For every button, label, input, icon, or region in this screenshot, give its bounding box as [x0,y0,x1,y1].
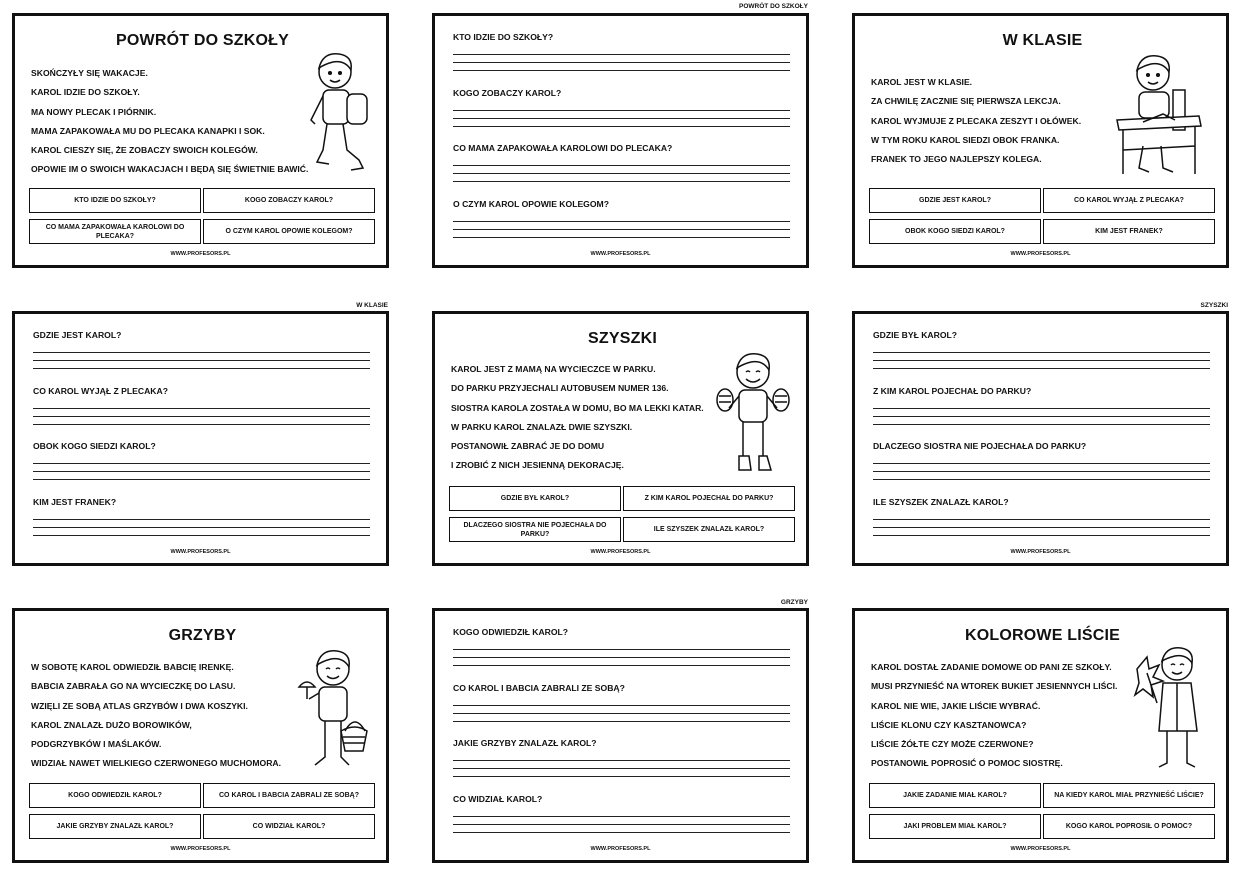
story-text: KAROL DOSTAŁ ZADANIE DOMOWE OD PANI ZE SZKOŁY. MUSI PRZYNIEŚĆ NA WTOREK BUKIET JESIENNYCH LIŚCI. KAROL NIE WIE, JAKIE LIŚCIE WYBRAĆ. LIŚCIE KLONU CZY KASZTANOWCA? LIŚCIE ŻÓŁTE CZY MOŻE CZERWONE? POSTANOWIŁ POPROSIĆ O POMOC SIOSTRĘ. [871,662,1118,769]
story-text: KAROL JEST W KLASIE. ZA CHWILĘ ZACZNIE SIĘ PIERWSZA LEKCJA. KAROL WYJMUJE Z PLECAKA ZESZYT I OŁÓWEK. W TYM ROKU KAROL SIEDZI OBOK FRANKA. FRANEK TO JEGO NAJLEPSZY KOLEGA. [871,77,1082,165]
footer-url: WWW.PROFESORS.PL [590,549,651,555]
story-text: KAROL JEST Z MAMĄ NA WYCIECZCE W PARKU. DO PARKU PRZYJECHALI AUTOBUSEM NUMER 136. SIOSTRA KAROLA ZOSTAŁA W DOMU, BO MA LEKKI KATAR. W PARKU KAROL ZNALAZŁ DWIE SZYSZKI. POSTANOWIŁ ZABRAĆ JE DO DOMU I ZROBIĆ Z NICH JESIENNĄ DEKORACJĘ. [451,364,704,471]
question-button[interactable]: O CZYM KAROL OPOWIE KOLEGOM? [203,219,375,244]
answer-row: JAKIE GRZYBY ZNALAZŁ KAROL? [453,736,790,792]
question-sheet [453,30,790,252]
question-button[interactable]: OBOK KOGO SIEDZI KAROL? [869,219,1041,244]
boy-with-leaves-illustration [1133,643,1211,775]
answer-row: DLACZEGO SIOSTRA NIE POJECHAŁA DO PARKU? [873,439,1210,495]
story-text: SKOŃCZYŁY SIĘ WAKACJE. KAROL IDZIE DO SZKOŁY. MA NOWY PLECAK I PIÓRNIK. MAMA ZAPAKOWAŁA MU DO PLECAKA KANAPKI I SOK. KAROL CIESZY SIĘ, ŻE ZOBACZY SWOICH KOLEGÓW. OPOWIE IM O SWOICH WAKACJACH I BĘDĄ SIĘ ŚWIETNIE BAWIĆ. [31,68,309,175]
answer-row: CO WIDZIAŁ KAROL? [453,792,790,848]
card-title: POWRÓT DO SZKOŁY [116,32,289,49]
question-card [12,311,389,566]
answer-row: KTO IDZIE DO SZKOŁY? [453,30,790,86]
card-title: KOLOROWE LIŚCIE [965,627,1120,644]
story-card [432,311,809,566]
question-grid [29,783,375,839]
answer-row: ILE SZYSZEK ZNALAZŁ KAROL? [873,495,1210,551]
question-button[interactable]: CO WIDZIAŁ KAROL? [203,814,375,839]
boy-at-desk-illustration [1113,50,1205,180]
answer-row: GDZIE JEST KAROL? [33,328,370,384]
story-text: W SOBOTĘ KAROL ODWIEDZIŁ BABCIĘ IRENKĘ. BABCIA ZABRAŁA GO NA WYCIECZKĘ DO LASU. WZIĘLI ZE SOBĄ ATLAS GRZYBÓW I DWA KOSZYKI. KAROL ZNALAZŁ DUŻO BOROWIKÓW, PODGRZYBKÓW I MAŚLAKÓW. WIDZIAŁ NAWET WIELKIEGO CZERWONEGO MUCHOMORA. [31,662,281,769]
story-card [12,13,389,268]
footer-url: WWW.PROFESORS.PL [1010,549,1071,555]
answer-row: Z KIM KAROL POJECHAŁ DO PARKU? [873,384,1210,440]
question-sheet [873,328,1210,550]
question-sheet [33,328,370,550]
question-button[interactable]: GDZIE JEST KAROL? [869,188,1041,213]
footer-url: WWW.PROFESORS.PL [590,251,651,257]
boy-with-pinecones-illustration [715,350,791,476]
question-button[interactable]: ILE SZYSZEK ZNALAZŁ KAROL? [623,517,795,542]
story-card [852,13,1229,268]
question-grid [869,188,1215,244]
question-grid [449,486,795,542]
answer-row: CO MAMA ZAPAKOWAŁA KAROLOWI DO PLECAKA? [453,141,790,197]
question-card [432,608,809,863]
answer-row: O CZYM KAROL OPOWIE KOLEGOM? [453,197,790,253]
footer-url: WWW.PROFESORS.PL [1010,251,1071,257]
card-title: SZYSZKI [588,330,657,347]
card-title: GRZYBY [168,627,237,644]
footer-url: WWW.PROFESORS.PL [1010,846,1071,852]
answer-row: CO KAROL I BABCIA ZABRALI ZE SOBĄ? [453,681,790,737]
footer-url: WWW.PROFESORS.PL [170,846,231,852]
question-button[interactable]: CO KAROL I BABCIA ZABRALI ZE SOBĄ? [203,783,375,808]
question-button[interactable]: JAKI PROBLEM MIAŁ KAROL? [869,814,1041,839]
footer-url: WWW.PROFESORS.PL [590,846,651,852]
answer-row: KOGO ODWIEDZIŁ KAROL? [453,625,790,681]
story-card [12,608,389,863]
answer-row: CO KAROL WYJĄŁ Z PLECAKA? [33,384,370,440]
question-sheet [453,625,790,847]
story-card [852,608,1229,863]
answer-row: KIM JEST FRANEK? [33,495,370,551]
question-button[interactable]: KOGO ODWIEDZIŁ KAROL? [29,783,201,808]
question-button[interactable]: KOGO KAROL POPROSIŁ O POMOC? [1043,814,1215,839]
question-grid [29,188,375,244]
question-card [432,13,809,268]
page-tag: POWRÓT DO SZKOŁY [739,3,808,10]
page-tag: GRZYBY [780,599,808,606]
footer-url: WWW.PROFESORS.PL [170,549,231,555]
question-button[interactable]: KOGO ZOBACZY KAROL? [203,188,375,213]
question-card [852,311,1229,566]
question-button[interactable]: JAKIE GRZYBY ZNALAZŁ KAROL? [29,814,201,839]
question-button[interactable]: GDZIE BYŁ KAROL? [449,486,621,511]
question-button[interactable]: CO KAROL WYJĄŁ Z PLECAKA? [1043,188,1215,213]
card-title: W KLASIE [1002,32,1083,49]
page-tag: W KLASIE [356,302,388,309]
boy-with-mushroom-illustration [295,647,373,775]
question-button[interactable]: Z KIM KAROL POJECHAŁ DO PARKU? [623,486,795,511]
question-button[interactable]: CO MAMA ZAPAKOWAŁA KAROLOWI DO PLECAKA? [29,219,201,244]
question-button[interactable]: KTO IDZIE DO SZKOŁY? [29,188,201,213]
question-button[interactable]: NA KIEDY KAROL MIAŁ PRZYNIEŚĆ LIŚCIE? [1043,783,1215,808]
question-grid [869,783,1215,839]
question-button[interactable]: JAKIE ZADANIE MIAŁ KAROL? [869,783,1041,808]
question-button[interactable]: KIM JEST FRANEK? [1043,219,1215,244]
boy-walking-illustration [303,46,375,178]
answer-row: KOGO ZOBACZY KAROL? [453,86,790,142]
page-tag: SZYSZKI [1200,302,1228,309]
footer-url: WWW.PROFESORS.PL [170,251,231,257]
answer-row: GDZIE BYŁ KAROL? [873,328,1210,384]
answer-row: OBOK KOGO SIEDZI KAROL? [33,439,370,495]
question-button[interactable]: DLACZEGO SIOSTRA NIE POJECHAŁA DO PARKU? [449,517,621,542]
